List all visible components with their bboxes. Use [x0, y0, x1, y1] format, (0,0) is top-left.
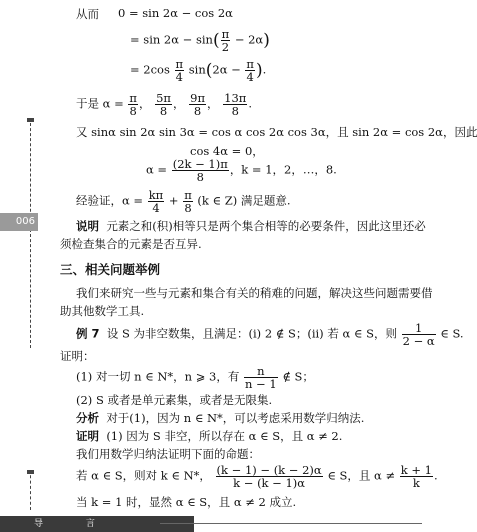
- margin-tick: [27, 470, 34, 474]
- text-congruent-prefix: 从而: [76, 7, 99, 21]
- example-7: [76, 322, 464, 347]
- plus: +: [168, 193, 179, 208]
- verification-line: [76, 189, 291, 214]
- frac: $\frac{\pi}{4}$: [175, 57, 184, 85]
- frac: $\frac{\pi}{8}$: [129, 91, 137, 119]
- example-text: 设 S 为非空数集，且满足：(i) 2 ∉ S；(ii) 若 α ∈ S，则: [106, 326, 397, 341]
- frac: $\frac{\pi}{4}$: [246, 57, 254, 85]
- example-tail: ∈ S.: [440, 326, 464, 341]
- jing-tail: (k ∈ Z) 满足题意.: [197, 193, 291, 208]
- proof-label: 证明: [76, 429, 99, 443]
- induction-proposition: [76, 464, 438, 489]
- frac: $\frac{13\pi}{8}$: [224, 91, 247, 119]
- prop-a: 若 α ∈ S，则对 k ∈ N*，: [76, 468, 211, 483]
- p1-b: ∉ S；: [282, 369, 314, 384]
- frac: $\frac{(2k - 1)\pi}{8}$: [172, 157, 228, 185]
- frac: $\frac{5\pi}{8}$: [156, 91, 171, 119]
- frac: $\frac{9\pi}{8}$: [190, 91, 205, 119]
- intro-text-2: 助其他数学工具.: [60, 304, 145, 318]
- alpha-tail: ，k = 1，2，…，8.: [229, 162, 337, 177]
- frac: $\frac{1}{2 - \alpha}$: [402, 321, 435, 349]
- equation-line-3: = 2cos $\frac{\pi}{4}$ sin(2α − $\frac{\pi}{4}$ ).: [130, 57, 267, 85]
- alpha-eq: α =: [146, 162, 168, 177]
- induction-intro: 我们用数学归纳法证明下面的命题：: [76, 447, 260, 461]
- proposition-2: (2) S 或者是单元素集，或者是无限集.: [76, 393, 273, 407]
- proof: [76, 428, 342, 444]
- section-title: 三、相关问题举例: [60, 262, 161, 277]
- text-you: 又 sinα sin 2α sin 3α = cos α cos 2α cos 3α，且 sin 2α = cos 2α，因此: [76, 125, 477, 139]
- p1-a: (1) 对一切 n ∈ N*，n ⩾ 3，有: [76, 369, 240, 384]
- alpha-general-solution: [146, 158, 337, 183]
- frac: $\frac{\pi}{8}$: [184, 188, 192, 216]
- frac: $\frac{k\pi}{4}$: [148, 188, 164, 216]
- prop-c: .: [433, 468, 438, 483]
- jing-text: 经验证，α =: [76, 193, 144, 208]
- equation-line-2: = sin 2α − sin( $\frac{\pi}{2}$ − 2α): [130, 27, 270, 55]
- base-case: 当 k = 1 时，显然 α ∈ S，且 α ≠ 2 成立.: [76, 495, 297, 509]
- analysis-label: 分析: [76, 411, 99, 425]
- prop-b: ∈ S，且 α ≠: [327, 468, 396, 483]
- proof-text: (1) 因为 S 非空，所以存在 α ∈ S，且 α ≠ 2.: [106, 429, 343, 443]
- footer-line: [160, 523, 422, 524]
- analysis-text: 对于(1)，因为 n ∈ N*，可以考虑采用数学归纳法.: [106, 411, 365, 425]
- frac: $\frac{(k - 1) - (k - 2)\alpha}{k - (k - 1)\alpha}$: [216, 463, 322, 491]
- eq3-end: .: [262, 62, 267, 77]
- yushi-text: 于是 α =: [76, 96, 124, 111]
- text-cos4a: cos 4α = 0，: [190, 144, 264, 158]
- frac: $\frac{k + 1}{k}$: [400, 463, 432, 491]
- note-label: 说明: [76, 219, 99, 233]
- eq3-in: 2α −: [212, 62, 241, 77]
- eq3-mid: sin: [188, 62, 206, 77]
- solutions-line: 于是 α = $\frac{\pi}{8}$ ， $\frac{5\pi}{8}$ ， $\frac{9\pi}{8}$ ， $\frac{13\pi}{8}$ .: [76, 91, 253, 119]
- proposition-1: [76, 365, 314, 390]
- equation-line-1: 0 = sin 2α − cos 2α: [118, 6, 233, 20]
- note-paragraph: [76, 218, 426, 234]
- margin-tick: [27, 118, 34, 122]
- margin-dashed-line: [30, 118, 31, 348]
- analysis: [76, 410, 364, 426]
- eq2-left: = sin 2α − sin: [130, 32, 213, 47]
- eq2-tail: − 2α: [234, 32, 264, 47]
- frac: $\frac{n}{n - 1}$: [244, 364, 277, 392]
- example-label: 例 7: [76, 326, 100, 341]
- note-text-2: 须检查集合的元素是否互异.: [60, 237, 202, 251]
- intro-text-1: 我们来研究一些与元素和集合有关的稍难的问题，解决这些问题需要借: [76, 286, 433, 300]
- margin-dashed-line-bottom: [30, 470, 31, 510]
- note-text-1: 元素之和(积)相等只是两个集合相等的必要条件，因此这里还必: [106, 219, 426, 233]
- page-number: 006: [0, 213, 38, 231]
- footer-bar: 导 言: [0, 516, 194, 532]
- text-zhengming: 证明：: [60, 349, 95, 363]
- eq3-left: = 2cos: [130, 62, 170, 77]
- frac: $\frac{\pi}{2}$: [221, 27, 230, 55]
